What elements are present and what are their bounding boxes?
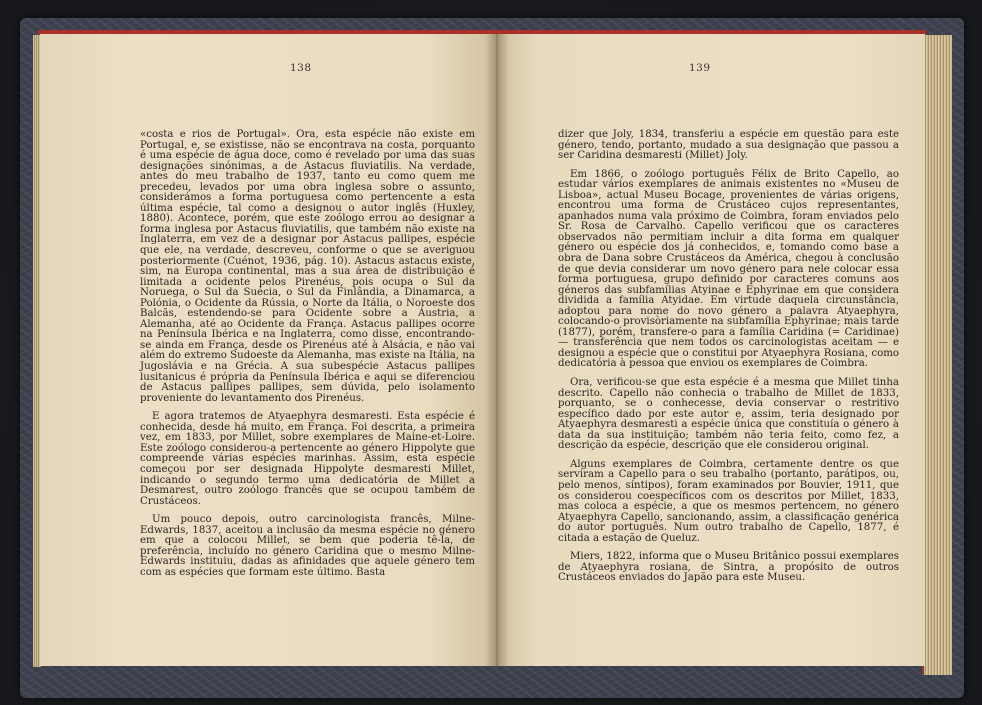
right-page-text bbox=[558, 130, 899, 584]
paragraph: dizer que Joly, 1834, transferiu a espécie em questão para este género, tendo, portanto, mudado a sua designação que passou a ser Caridina desmaresti (Millet) Joly. bbox=[558, 129, 899, 162]
page-number-left: 138 bbox=[290, 62, 312, 74]
paragraph: Alguns exemplares de Coimbra, certamente dentre os que serviram a Capello para o seu trabalho (portanto, parátipos, ou, pelo menos, síntipos), foram examinados por Bouvier, 1911, que os considerou coespecíficos com os descritos por Millet, 1833, mas coloca a espécie, a que os mesmos pertencem, no género Atyaephyra Capello, sancionando, assim, a classificação genérica do autor português. Num outro trabalho de Capello, 1877, é citada a estação de Queluz. bbox=[558, 458, 899, 544]
page-number-right: 139 bbox=[689, 62, 711, 74]
paragraph: Miers, 1822, informa que o Museu Britânico possui exemplares de Atyaephyra rosiana, de Sintra, a propósito de outros Crustáceos enviados do Japão para este Museu. bbox=[558, 551, 899, 584]
paragraph: Ora, verificou-se que esta espécie é a mesma que Millet tinha descrito. Capello não conhecia o trabalho de Millet de 1833, porquanto, se o conhecesse, devia conservar o restritivo específico dado por este autor e, assim, teria designado por Atyaephyra desmaresti a espécie única que constituía o género à data da sua instituição; também não teria feito, como fez, a descrição da espécie, descrição que ele considerou original. bbox=[558, 377, 899, 452]
page-stack-right bbox=[922, 35, 952, 675]
paragraph: E agora tratemos de Atyaephyra desmaresti. Esta espécie é conhecida, desde há muito, em França. Foi descrita, a primeira vez, em 1833, por Millet, sobre exemplares de Maine-et-Loire. Este zoólogo considerou-a pertencente ao género Hippolyte que compreende várias espécies marinhas. Assim, esta espécie começou por ser designada Hippolyte desmaresti Millet, indicando o segundo termo uma dedicatória de Millet a Desmarest, outro zoólogo francês que se ocupou também de Crustáceos. bbox=[140, 411, 475, 507]
paragraph: Em 1866, o zoólogo português Félix de Brito Capello, ao estudar vários exemplares de animais existentes no «Museu de Lisboa», actual Museu Bocage, provenientes de várias origens, encontrou uma forma de Crustáceo cujos representantes, apanhados numa vala próximo de Coimbra, foram enviados pelo Sr. Rosa de Carvalho. Capello verificou que os caracteres observados não permitiam incluir a dita forma em qualquer género ou espécie dos já conhecidos, e, tomando como base a obra de Dana sobre Crustáceos da América, chegou à conclusão de que devia considerar um novo género para nele colocar essa forma portuguesa, grupo definido por caracteres comuns aos géneros das subfamílias Atyinae e Ephyrinae em que considera dividida a família Atyidae. Em virtude daquela circunstância, adoptou para nome do novo género a palavra Atyaephyra, colocando-o provisòriamente na subfamília Ephyrinae; mais tarde (1877), porém, transfere-o para a família Caridina (= Caridinae) — transferência que nem todos os carcinologistas aceitam — e designou a espécie que o constitui por Atyaephyra Rosiana, como dedicatória à pessoa que enviou os exemplares de Coimbra. bbox=[558, 168, 899, 370]
left-page bbox=[40, 34, 495, 666]
paragraph: Um pouco depois, outro carcinologista francês, Milne-Edwards, 1837, aceitou a inclusão da mesma espécie no género em que a colocou Millet, se bem que poderia tê-la, de preferência, incluído no género Caridina que o mesmo Milne-Edwards instituiu, dadas as afinidades que aquele género tem com as espécies que formam este último. Basta bbox=[140, 514, 475, 578]
right-page bbox=[495, 34, 925, 666]
book-gutter bbox=[485, 34, 509, 666]
paragraph: «costa e rios de Portugal». Ora, esta espécie não existe em Portugal, e, se existisse, não se encontrava na costa, porquanto é uma espécie de água doce, como é revelado por uma das suas designações sinónimas, a de Astacus fluviatilis. Na verdade, antes do meu trabalho de 1937, tanto eu como quem me precedeu, levados por uma obra inglesa sobre o assunto, considerámos a forma portuguesa como pertencente a esta última espécie, tal como a designou o autor inglês (Huxley, 1880). Acontece, porém, que este zoólogo errou ao designar a forma inglesa por Astacus fluviatilis, que também não existe na Inglaterra, em vez de a designar por Astacus pallipes, espécie que ele, na verdade, descreveu, conforme o que se averiguou posteriormente (Cuénot, 1936, pág. 10). Astacus astacus existe, sim, na Europa continental, mas a sua área de distribuição é limitada a ocidente pelos Pirenéus, pois ocupa o Sul da Noruega, o Sul da Suécia, o Sul da Finlândia, a Dinamarca, a Polónia, o Ocidente da Rússia, o Norte da Itália, o Noroeste dos Balcãs, estendendo-se para Ocidente sobre a Áustria, a Alemanha, até ao Ocidente da França. Astacus pallipes ocorre na Península Ibérica e na Inglaterra, como disse, encontrando-se ainda em França, desde os Pirenéus até à Alsácia, e não vai além do extremo Sudoeste da Alemanha, mas existe na Itália, na Jugoslávia e na Grécia. A sua subespécie Astacus pallipes lusitanicus é própria da Península Ibérica e aqui se diferenciou de Astacus pallipes pallipes, sem dúvida, pelo isolamento proveniente do levantamento dos Pirenéus. bbox=[140, 129, 475, 404]
left-page-text bbox=[140, 130, 475, 578]
